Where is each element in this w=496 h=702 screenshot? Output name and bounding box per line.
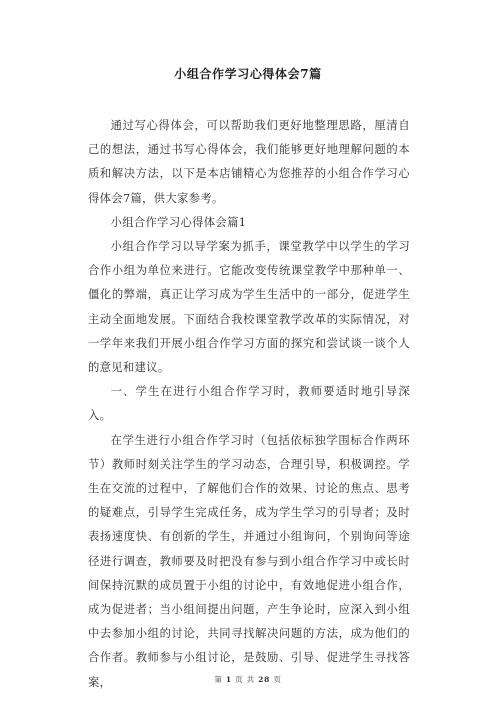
body-paragraph: 小组合作学习以导学案为抓手，课堂教学中以学生的学习合作小组为单位来进行。它能改变传统课堂教学中那种单一、僵化的弊端，真正让学习成为学生生活中的一部分，促进学生主动全面地发展。下面结合我校课堂教学改革的实际情况，对一学年来我们开展小组合作学习方面的探究和尝试谈一谈个人的意见和建议。 <box>88 240 410 375</box>
body-paragraph: 在学生进行小组合作学习时（包括依标独学围标合作两环节）教师时刻关注学生的学习动态，合理引导，积极调控。学生在交流的过程中，了解他们合作的效果、讨论的焦点、思考的疑难点，引导学生完成任务，成为学生学习的引导者；及时表扬速度快、有创新的学生，并通过小组询问，个别询问等途径进行调查，教师要及时把没有参与到小组合作学习中或长时间保持沉默的成员置于小组的讨论中，有效地促进小组合作，成为促进者；当小组间提出问题，产生争论时，应深入到小组中去参加小组的讨论，共同寻找解决问题的方法，成为他们的合作者。教师参与小组讨论，是鼓励、引导、促进学生寻找答案， <box>88 433 410 689</box>
section-heading: 小组合作学习心得体会篇1 <box>110 215 247 229</box>
footer-total-pages: 28 <box>258 675 271 684</box>
footer-middle: 页 共 <box>235 675 255 684</box>
intro-paragraph: 通过写心得体会，可以帮助我们更好地整理思路，厘清自己的想法，通过书写心得体会，我们能够更好地理解问题的本质和解决方法，以下是本店铺精心为您推荐的小组合作学习心得体会7篇，供大家参考。 <box>88 119 410 205</box>
subsection-heading: 一、学生在进行小组合作学习时，教师要适时地引导深入。 <box>88 385 410 423</box>
footer-current-page: 1 <box>225 675 232 684</box>
document-title: 小组合作学习心得体会7篇 <box>174 67 322 81</box>
footer-suffix: 页 <box>273 675 282 684</box>
document-body <box>88 114 410 695</box>
page-footer <box>0 674 496 685</box>
footer-prefix: 第 <box>214 675 223 684</box>
